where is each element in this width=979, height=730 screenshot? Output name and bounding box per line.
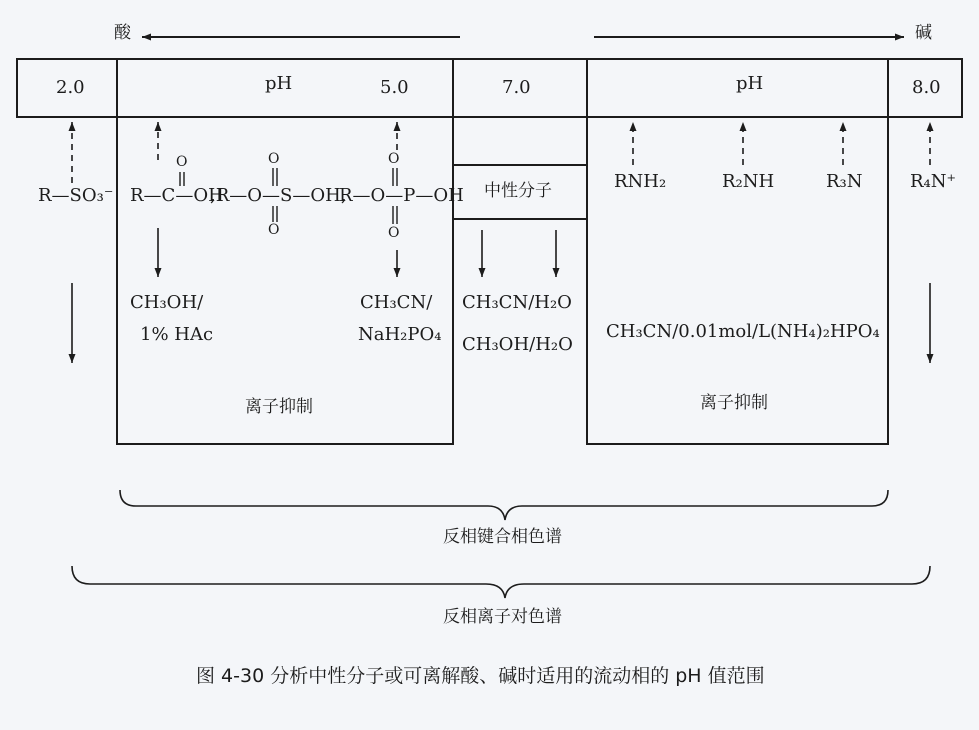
secondary-amine: R₂NH (722, 171, 775, 192)
sulfonate-formula: R—SO₃⁻ (38, 185, 114, 206)
sulfate-formula: ,R—O—S—OH, (210, 185, 347, 206)
neutral-mobile-phase-2: CH₃OH/H₂O (462, 334, 573, 355)
mobile-phase-phosphate: NaH₂PO₄ (358, 324, 442, 345)
phosphate-formula: R—O—P—OH (339, 185, 464, 206)
carboxylic-formula: R—C—OH (130, 185, 224, 206)
ph-value-2: 2.0 (56, 77, 85, 98)
ph-scale-bar (17, 59, 962, 117)
mobile-phase-acetonitrile: CH₃CN/ (360, 292, 433, 313)
base-ion-suppression-label: 离子抑制 (700, 393, 768, 413)
ph-value-7: 7.0 (502, 77, 531, 98)
sulfate-oxygen-bottom: O (268, 222, 280, 238)
ph-value-8: 8.0 (912, 77, 941, 98)
phosphate-oxygen-bottom: O (388, 225, 400, 241)
ion-pair-range-bracket (72, 566, 930, 598)
base-label: 碱 (915, 23, 932, 43)
reversed-phase-ion-pair-label: 反相离子对色谱 (443, 607, 562, 627)
tertiary-amine: R₃N (826, 171, 863, 192)
neutral-mobile-phase-1: CH₃CN/H₂O (462, 292, 572, 313)
quaternary-ammonium: R₄N⁺ (910, 171, 957, 192)
mobile-phase-hac: 1% HAc (140, 324, 214, 345)
ph-label-right: pH (736, 73, 764, 94)
bonded-range-bracket (120, 490, 888, 520)
mobile-phase-methanol-acetic: CH₃OH/ (130, 292, 204, 313)
acid-label: 酸 (114, 23, 131, 43)
carboxylic-oxygen: O (176, 154, 188, 170)
reversed-phase-bonded-label: 反相键合相色谱 (443, 527, 562, 547)
phosphate-oxygen-top: O (388, 151, 400, 167)
figure-caption: 图 4-30 分析中性分子或可离解酸、碱时适用的流动相的 pH 值范围 (196, 665, 765, 687)
base-mobile-phase: CH₃CN/0.01mol/L(NH₄)₂HPO₄ (606, 321, 880, 342)
acid-ion-suppression-label: 离子抑制 (245, 397, 313, 417)
primary-amine: RNH₂ (614, 171, 667, 192)
ph-value-5: 5.0 (380, 77, 409, 98)
ph-label-left: pH (265, 73, 293, 94)
neutral-molecule-label: 中性分子 (484, 181, 552, 201)
acid-suppression-box (117, 117, 453, 444)
sulfate-oxygen-top: O (268, 151, 280, 167)
